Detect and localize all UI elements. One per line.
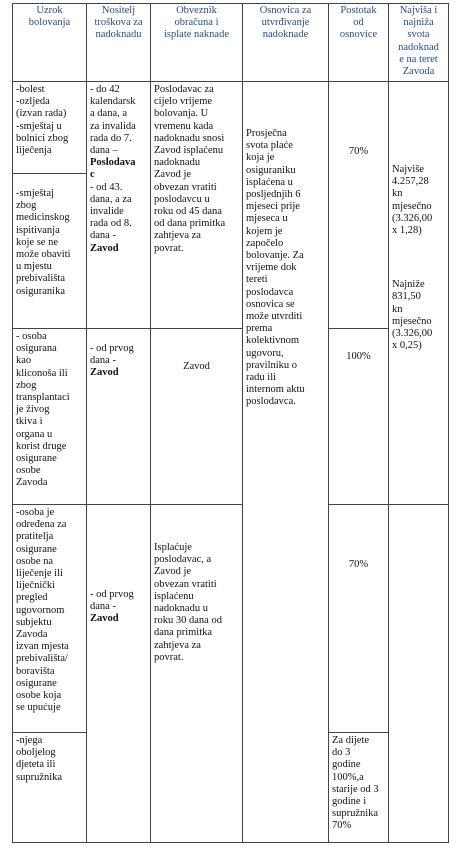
text-line: (izvan rada) — [16, 108, 67, 120]
text-line: od — [353, 17, 364, 29]
text-line: -smještaj u — [16, 120, 62, 132]
sick-leave-table — [12, 3, 449, 843]
text-line: osnovica se — [246, 298, 295, 310]
text-line: ispitivanja — [16, 224, 60, 236]
text-line: - osoba — [16, 331, 47, 342]
text-line: Postotak — [340, 5, 377, 16]
text-line: je živog — [16, 404, 50, 416]
text-line: - do 42 — [90, 84, 120, 95]
text-line: svota — [407, 29, 430, 41]
cause-text — [16, 188, 83, 298]
text-line: mjesečno — [392, 315, 432, 327]
text-line: mjesečno — [392, 200, 432, 212]
percent-cell — [329, 82, 389, 329]
text-line: tkiva i — [16, 416, 43, 428]
text-line: Nositelj — [101, 5, 136, 16]
header-row — [13, 4, 449, 82]
text-line: Prosječna — [246, 128, 287, 139]
text-line: povrat. — [154, 242, 184, 254]
table-row — [13, 329, 449, 505]
header-percent — [329, 4, 389, 82]
bearer-text — [90, 589, 147, 613]
text-line: dana, a za — [90, 193, 132, 205]
text-line: isplate naknade — [163, 29, 229, 41]
text-line: prebivališta — [16, 273, 65, 285]
text-line: kliconoša ili — [16, 367, 68, 379]
text-line: kn — [392, 188, 403, 200]
percent-cell — [329, 733, 389, 843]
text-line: prema — [246, 323, 273, 335]
text-line: određena za — [16, 519, 67, 531]
text-line: osigurane — [16, 677, 57, 689]
text-line: poslodavca. — [246, 396, 296, 408]
text-line: transplantaci — [16, 392, 70, 404]
header-cause — [13, 4, 87, 82]
text-line: nadoknadu — [95, 29, 142, 41]
text-line: nadoknadu — [154, 157, 201, 169]
text-line: izvan mjesta — [16, 641, 69, 653]
text-line: radu ili — [246, 372, 277, 384]
percent-value: 70% — [348, 146, 369, 157]
text-line: osobe koja — [16, 690, 62, 702]
text-line: supružnika — [332, 808, 379, 820]
text-line: vrijeme dok — [246, 262, 297, 274]
bearer-cell — [87, 329, 151, 505]
payer-cell — [151, 82, 243, 329]
text-line: isplaćenu — [154, 590, 194, 602]
text-line: rada od 8. — [90, 218, 132, 230]
text-line: dana – — [90, 145, 118, 157]
text-line: - od 43. — [90, 181, 123, 193]
amount-cell — [389, 82, 449, 505]
text-line: bolovanja. U — [154, 108, 209, 120]
header-bearer — [87, 4, 151, 82]
text-line: zbog — [16, 200, 37, 212]
text-line: ugovoru, — [246, 347, 284, 359]
text-line: osiguranika — [16, 285, 65, 297]
text-line: -smještaj — [16, 188, 54, 199]
payer-cell — [151, 505, 243, 843]
text-line: tereti — [246, 274, 268, 286]
text-line: nadoknade — [262, 29, 309, 41]
amount-max — [392, 164, 445, 237]
text-line: (3.326,00 — [392, 212, 433, 224]
text-line: ugovornom — [16, 604, 65, 616]
text-line: 100%,a — [332, 771, 364, 783]
percent-cell — [329, 505, 389, 733]
text-line: Najniže — [392, 279, 425, 291]
bearer-employer-cont: c — [90, 169, 95, 181]
text-line: može obaviti — [16, 249, 71, 261]
text-line: pravilniku o — [246, 359, 298, 371]
text-line: Za dijete — [332, 735, 370, 746]
text-line: Isplaćuje — [154, 542, 192, 553]
text-line: u mjestu — [16, 261, 52, 273]
text-line: povrat. — [154, 651, 184, 663]
text-line: bolovanje. Za — [246, 250, 304, 262]
text-line: 4.257,28 — [392, 176, 429, 188]
text-line: obvezan vratiti — [154, 578, 217, 590]
text-line: mjeseci prije — [246, 201, 300, 213]
header-base — [243, 4, 329, 82]
text-line: koje se ne — [16, 236, 58, 248]
text-line: a dana, a — [90, 108, 128, 120]
cause-cell — [13, 329, 87, 505]
header-payer — [151, 4, 243, 82]
text-line: godine i — [332, 796, 367, 808]
payer-text — [154, 542, 239, 664]
text-line: medicinskog — [16, 212, 70, 224]
cause-cell — [13, 733, 87, 843]
text-line: rada do 7. — [90, 132, 132, 144]
text-line: nadoknad — [398, 41, 439, 53]
text-line: pratitelja — [16, 531, 54, 543]
base-cell — [243, 82, 329, 843]
text-line: -bolest — [16, 84, 45, 95]
text-line: od dana primitka — [154, 218, 226, 230]
bearer-fund: Zavod — [90, 367, 119, 379]
text-line: mjeseca u — [246, 213, 288, 225]
text-line: -ozljeda — [16, 96, 50, 108]
text-line: osigurane — [16, 453, 57, 465]
text-line: kao — [16, 355, 32, 367]
header-amount — [389, 4, 449, 82]
text-line: pregled — [16, 592, 48, 604]
text-line: troškova za — [94, 17, 143, 29]
text-line: boravišta — [16, 665, 55, 677]
text-line: koja je — [246, 152, 275, 164]
text-line: korist druge — [16, 440, 67, 452]
text-line: bolnici zbog — [16, 132, 69, 144]
text-line: roku 30 dana od — [154, 615, 222, 627]
text-line: starije od 3 — [332, 783, 379, 795]
text-line: Uzrok — [36, 5, 63, 16]
text-line: dana - — [90, 601, 116, 613]
payer-cell — [151, 329, 243, 505]
text-line: x 0,25) — [392, 340, 422, 352]
text-line: Poslodavac za — [154, 84, 214, 95]
text-line: kojem je — [246, 225, 283, 237]
text-line: cijelo vrijeme — [154, 96, 213, 108]
text-line: dana primitka — [154, 627, 213, 639]
text-line: osigurana — [16, 343, 57, 355]
text-line: osobe — [16, 465, 41, 477]
text-line: dana - — [90, 355, 116, 367]
text-line: e na teret — [399, 53, 438, 65]
text-line: Obveznik — [176, 5, 217, 16]
text-line: dana - — [90, 230, 116, 242]
text-line: poslodavac, a — [154, 554, 212, 566]
text-line: kalendarsk — [90, 96, 136, 108]
text-line: Zavoda — [402, 66, 435, 78]
text-line: -osoba je — [16, 507, 55, 518]
text-line: se upućuje — [16, 702, 61, 714]
text-line: subjektu — [16, 616, 52, 628]
text-line: roku od 45 dana — [154, 206, 222, 218]
bearer-fund: Zavod — [90, 242, 119, 254]
text-line: svota plaće — [246, 140, 293, 152]
text-line: vremenu kada — [154, 120, 214, 132]
bearer-cell — [87, 82, 151, 329]
text-line: osigurane — [16, 543, 57, 555]
text-line: godine — [332, 759, 361, 771]
text-line: nadoknadu u — [154, 603, 208, 615]
text-line: Zavoda — [16, 629, 48, 641]
text-line: obračuna i — [174, 17, 219, 29]
text-line: prebivališta/ — [16, 653, 68, 665]
text-line: Zavod je — [154, 169, 192, 181]
text-line: 831,50 — [392, 291, 421, 303]
text-line: obvezan vratiti — [154, 181, 217, 193]
cause-cell — [13, 505, 87, 733]
bearer-fund: Zavod — [90, 613, 119, 625]
table-row — [13, 82, 449, 174]
bearer-employer: Poslodava — [90, 157, 136, 169]
percent-cell — [329, 329, 389, 505]
table-row — [13, 505, 449, 733]
bearer-text — [90, 182, 147, 243]
text-line: nadoknadu snosi — [154, 132, 225, 144]
bearer-cell — [87, 505, 151, 843]
bearer-text — [90, 84, 147, 157]
text-line: osobe na — [16, 555, 54, 567]
percent-value: 100% — [346, 351, 371, 362]
text-line: posljednjih 6 — [246, 189, 301, 201]
amount-min — [392, 279, 445, 352]
text-line: x 1,28) — [392, 225, 422, 237]
cause-cell — [13, 174, 87, 329]
text-line: Osnovica za — [259, 5, 312, 16]
text-line: invalide — [90, 206, 124, 218]
text-line: Zavod isplaćenu — [154, 145, 224, 157]
text-line: najniža — [403, 17, 434, 29]
text-line: zbog — [16, 379, 37, 391]
text-line: zahtjeva za — [154, 639, 201, 651]
text-line: organa u — [16, 428, 53, 440]
text-line: liječenja — [16, 145, 52, 157]
text-line: liječnički — [16, 580, 56, 592]
text-line: (3.326,00 — [392, 328, 433, 340]
text-line: liječenje ili — [16, 568, 63, 580]
text-line: - od prvog — [90, 589, 134, 600]
percent-value: 70% — [348, 559, 369, 570]
text-line: zahtjeva za — [154, 230, 201, 242]
text-line: osiguraniku — [246, 164, 296, 176]
text-line: oboljelog — [16, 747, 56, 759]
text-line: kn — [392, 303, 403, 315]
text-line: supružnika — [16, 771, 63, 783]
amount-cell — [389, 505, 449, 843]
text-line: bolovanja — [28, 17, 71, 29]
text-line: Zavod je — [154, 566, 192, 578]
text-line: poslodavca — [246, 286, 294, 298]
text-line: započelo — [246, 237, 284, 249]
text-line: 70% — [332, 820, 352, 832]
text-line: za invalida — [90, 120, 136, 132]
text-line: utvrđivanje — [261, 17, 310, 29]
text-line: osnovice — [339, 29, 378, 41]
text-line: poslodavcu u — [154, 193, 210, 205]
text-line: Najviša i — [399, 5, 438, 16]
payer-value: Zavod — [183, 361, 210, 372]
text-line: - od prvog — [90, 343, 134, 354]
base-text — [246, 128, 325, 409]
text-line: može utvrditi — [246, 311, 303, 323]
cause-cell — [13, 82, 87, 174]
text-line: kolektivnom — [246, 335, 300, 347]
bearer-text — [90, 343, 147, 367]
text-line: internom aktu — [246, 384, 305, 396]
text-line: -njega — [16, 735, 43, 746]
text-line: Zavoda — [16, 477, 48, 489]
text-line: do 3 — [332, 747, 351, 759]
text-line: Najviše — [392, 164, 425, 175]
text-line: isplaćena u — [246, 176, 293, 188]
text-line: djeteta ili — [16, 759, 56, 771]
